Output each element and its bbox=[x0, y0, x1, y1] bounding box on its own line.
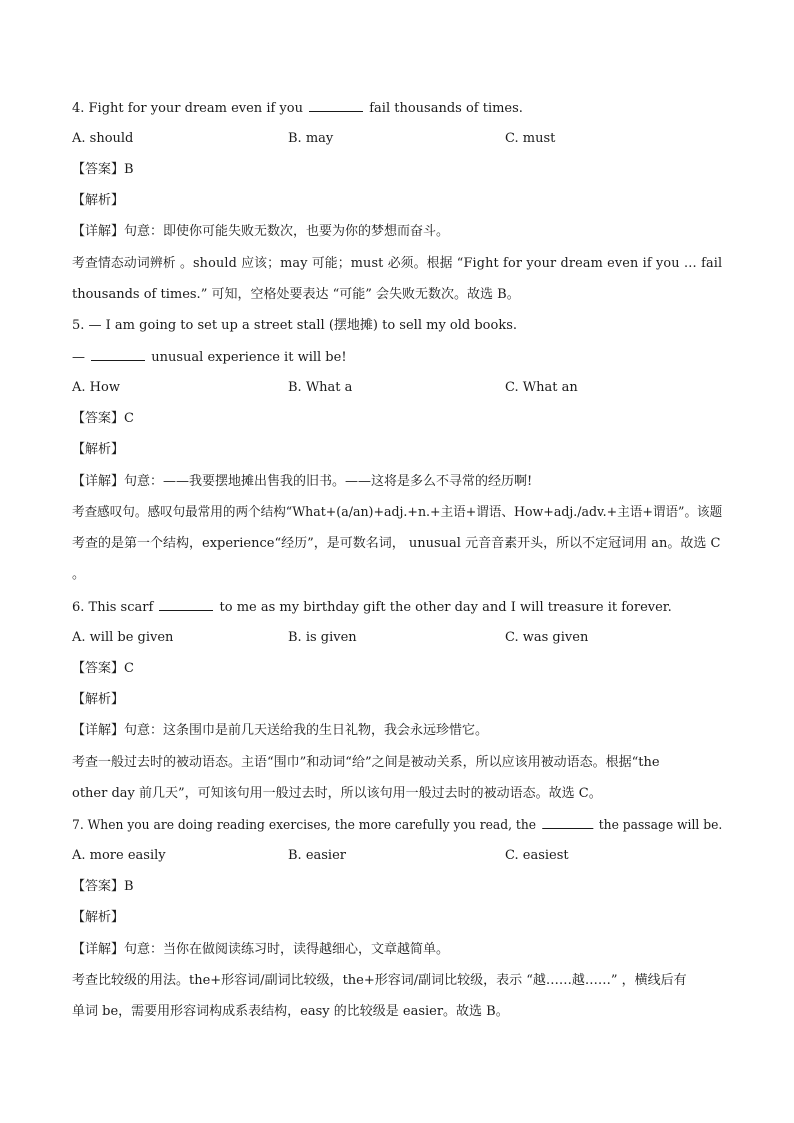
option-c: C. must bbox=[505, 131, 556, 146]
answer-label: 【答案】B bbox=[72, 879, 134, 894]
analysis-label: 【解析】 bbox=[72, 442, 125, 457]
detail-translation: 【详解】句意：当你在做阅读练习时，读得越细心，文章越简单。 bbox=[72, 942, 450, 957]
detail-translation: 【详解】句意：——我要摆地摊出售我的旧书。——这将是多么不寻常的经历啊! bbox=[72, 474, 533, 489]
option-b: B. may bbox=[288, 131, 334, 146]
answer-blank bbox=[159, 598, 213, 611]
explanation-line: 考查情态动词辨析 。should 应该；may 可能；must 必须。根据 “Fight for your dream even if you … fail bbox=[72, 256, 723, 271]
option-a: A. should bbox=[72, 131, 134, 146]
answer-blank bbox=[309, 99, 363, 112]
answer-label: 【答案】C bbox=[72, 411, 134, 426]
option-a: A. How bbox=[72, 380, 120, 395]
analysis-label: 【解析】 bbox=[72, 910, 125, 925]
explanation-line: thousands of times.” 可知，空格处要表达 “可能” 会失败无数次。故选 B。 bbox=[72, 287, 520, 302]
detail-translation: 【详解】句意：即使你可能失败无数次，也要为你的梦想而奋斗。 bbox=[72, 224, 450, 239]
question-5-stem: 5. — I am going to set up a street stall (摆地摊) to sell my old books. bbox=[72, 318, 518, 333]
answer-blank bbox=[91, 348, 145, 361]
explanation-line: 考查的是第一个结构，experience“经历”，是可数名词， unusual 元音音素开头，所以不定冠词用 an。故选 C bbox=[72, 536, 721, 551]
analysis-label: 【解析】 bbox=[72, 193, 125, 208]
answer-blank bbox=[542, 816, 593, 829]
explanation-line: 单词 be，需要用形容词构成系表结构，easy 的比较级是 easier。故选 B。 bbox=[72, 1004, 509, 1019]
option-c: C. What an bbox=[505, 380, 578, 395]
explanation-line: 考查一般过去时的被动语态。主语“围巾”和动词“给”之间是被动关系，所以应该用被动语态。根据“the bbox=[72, 755, 660, 770]
option-b: B. easier bbox=[288, 848, 346, 863]
question-5-stem-line2: — unusual experience it will be! bbox=[72, 350, 347, 365]
option-c: C. easiest bbox=[505, 848, 569, 863]
answer-label: 【答案】C bbox=[72, 661, 134, 676]
option-b: B. What a bbox=[288, 380, 353, 395]
option-a: A. will be given bbox=[72, 630, 174, 645]
answer-label: 【答案】B bbox=[72, 162, 134, 177]
explanation-line: other day 前几天”，可知该句用一般过去时，所以该句用一般过去时的被动语态。故选 C。 bbox=[72, 786, 602, 801]
option-c: C. was given bbox=[505, 630, 589, 645]
explanation-line: 。 bbox=[72, 567, 86, 582]
explanation-line: 考查比较级的用法。the+形容词/副词比较级，the+形容词/副词比较级，表示 “越……越……” ，横线后有 bbox=[72, 973, 687, 988]
option-a: A. more easily bbox=[72, 848, 166, 863]
explanation-line: 考查感叹句。感叹句最常用的两个结构“What+(a/an)+adj.+n.+主语+谓语、How+adj./adv.+主语+谓语”。该题 bbox=[72, 505, 723, 520]
question-4-stem: 4. Fight for your dream even if you fail thousands of times. bbox=[72, 101, 523, 116]
analysis-label: 【解析】 bbox=[72, 692, 125, 707]
question-6-stem: 6. This scarf to me as my birthday gift the other day and I will treasure it forever. bbox=[72, 600, 672, 615]
question-7-stem: 7. When you are doing reading exercises, the more carefully you read, the the passage will be. bbox=[72, 818, 723, 833]
option-b: B. is given bbox=[288, 630, 357, 645]
detail-translation: 【详解】句意：这条围巾是前几天送给我的生日礼物，我会永远珍惜它。 bbox=[72, 723, 489, 738]
